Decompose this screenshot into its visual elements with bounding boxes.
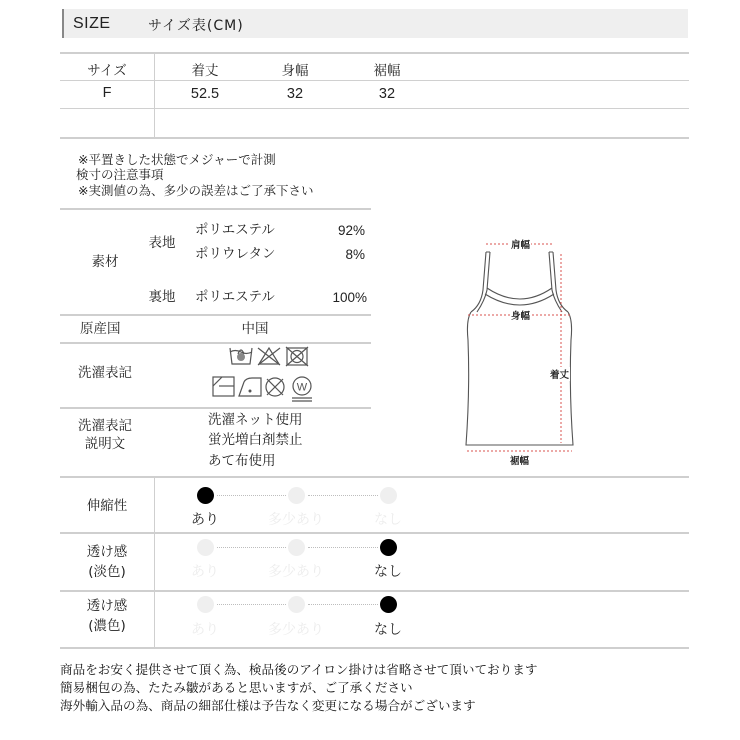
col-header-length: 着丈 bbox=[191, 63, 219, 79]
col-header-size: サイズ bbox=[87, 63, 127, 79]
scale-dot-selected bbox=[380, 539, 397, 556]
material-name: ポリエステル bbox=[195, 222, 275, 238]
divider bbox=[60, 80, 689, 81]
scale-connector bbox=[308, 547, 378, 548]
scale-dot bbox=[380, 487, 397, 504]
footer-line: 簡易梱包の為、たたみ皺があると思いますが、ご了承ください bbox=[60, 680, 413, 695]
no-bleach-icon bbox=[258, 348, 280, 365]
care-label: 洗濯表記 bbox=[78, 365, 132, 381]
lining-label: 裏地 bbox=[148, 289, 176, 305]
material-percent: 100% bbox=[332, 290, 367, 305]
scale-dot-selected bbox=[380, 596, 397, 613]
scale-connector bbox=[217, 495, 286, 496]
care-text-label: 説明文 bbox=[84, 436, 126, 452]
scale-option-label: あり bbox=[191, 564, 219, 580]
stretch-label: 伸縮性 bbox=[86, 498, 128, 514]
care-text-line: 蛍光増白剤禁止 bbox=[208, 432, 303, 448]
svg-text:W: W bbox=[296, 381, 308, 394]
material-name: ポリウレタン bbox=[195, 246, 276, 262]
body-width-label: 身幅 bbox=[510, 308, 531, 322]
scale-dot-selected bbox=[197, 487, 214, 504]
scale-dot bbox=[288, 596, 305, 613]
divider bbox=[60, 314, 371, 316]
divider bbox=[60, 108, 689, 109]
material-label: 素材 bbox=[91, 254, 119, 270]
origin-value: 中国 bbox=[241, 321, 269, 337]
sheerness-dark-label: 透け感 bbox=[86, 598, 128, 614]
garment-diagram bbox=[440, 230, 600, 470]
care-symbols bbox=[208, 344, 338, 404]
footer-notes bbox=[60, 661, 537, 715]
no-tumble-dry-icon bbox=[286, 347, 308, 366]
iron-low-icon bbox=[239, 378, 261, 396]
cell-hem-width: 32 bbox=[378, 86, 396, 102]
outer-fabric-label: 表地 bbox=[148, 235, 176, 251]
footer-line: 商品をお安く提供させて頂く為、検品後のアイロン掛けは省略させて頂いております bbox=[60, 662, 538, 677]
scale-option-label: なし bbox=[374, 564, 402, 580]
header-subtitle: サイズ表(CM) bbox=[148, 18, 244, 34]
origin-label: 原産国 bbox=[80, 321, 121, 337]
care-text-line: あて布使用 bbox=[208, 453, 276, 469]
sheerness-light-sublabel: (淡色) bbox=[88, 564, 126, 580]
material-name: ポリエステル bbox=[195, 289, 275, 305]
care-text-line: 洗濯ネット使用 bbox=[208, 412, 303, 428]
note-line: ※実測値の為、多少の誤差はご了承下さい bbox=[78, 183, 314, 198]
care-text-label: 洗濯表記 bbox=[78, 418, 132, 434]
scale-connector bbox=[308, 495, 378, 496]
tank-top-outline-icon bbox=[440, 230, 600, 470]
cell-size: F bbox=[102, 85, 112, 101]
section-header bbox=[62, 9, 688, 38]
header-title: SIZE bbox=[73, 15, 111, 32]
hem-width-label: 裾幅 bbox=[509, 453, 530, 467]
note-line: ※平置きした状態でメジャーで計測 bbox=[78, 152, 276, 167]
scale-dot bbox=[197, 539, 214, 556]
scale-option-label: 多少あり bbox=[268, 622, 324, 638]
footer-line: 海外輸入品の為、商品の細部仕様は予告なく変更になる場合がございます bbox=[60, 698, 476, 713]
scale-option-label: 多少あり bbox=[268, 564, 324, 580]
col-header-body-width: 身幅 bbox=[281, 63, 309, 79]
scale-option-label: なし bbox=[374, 622, 402, 638]
scale-option-label: なし bbox=[374, 512, 402, 528]
divider bbox=[60, 208, 371, 210]
shoulder-width-label: 肩幅 bbox=[510, 237, 531, 251]
wet-clean-gentle-icon bbox=[292, 377, 312, 401]
scale-option-label: あり bbox=[191, 512, 219, 528]
note-line: 検寸の注意事項 bbox=[76, 167, 164, 182]
divider bbox=[154, 477, 155, 647]
scale-dot bbox=[288, 487, 305, 504]
scale-dot bbox=[197, 596, 214, 613]
no-dry-clean-icon bbox=[266, 378, 284, 396]
scale-connector bbox=[217, 547, 286, 548]
cell-length: 52.5 bbox=[190, 86, 220, 102]
divider bbox=[154, 53, 155, 137]
scale-connector bbox=[308, 604, 378, 605]
col-header-hem-width: 裾幅 bbox=[373, 63, 401, 79]
line-dry-shade-icon bbox=[213, 377, 234, 396]
divider bbox=[60, 590, 689, 592]
divider bbox=[60, 137, 689, 139]
divider bbox=[60, 647, 689, 649]
scale-connector bbox=[217, 604, 286, 605]
scale-option-label: あり bbox=[191, 622, 219, 638]
scale-option-label: 多少あり bbox=[268, 512, 324, 528]
sheerness-light-label: 透け感 bbox=[86, 544, 128, 560]
scale-dot bbox=[288, 539, 305, 556]
cell-body-width: 32 bbox=[286, 86, 304, 102]
material-percent: 8% bbox=[345, 247, 365, 262]
hand-wash-icon bbox=[230, 348, 252, 364]
sheerness-dark-sublabel: (濃色) bbox=[88, 618, 126, 634]
divider bbox=[60, 532, 689, 534]
length-label: 着丈 bbox=[549, 367, 570, 381]
material-percent: 92% bbox=[337, 223, 365, 238]
divider bbox=[60, 407, 371, 409]
